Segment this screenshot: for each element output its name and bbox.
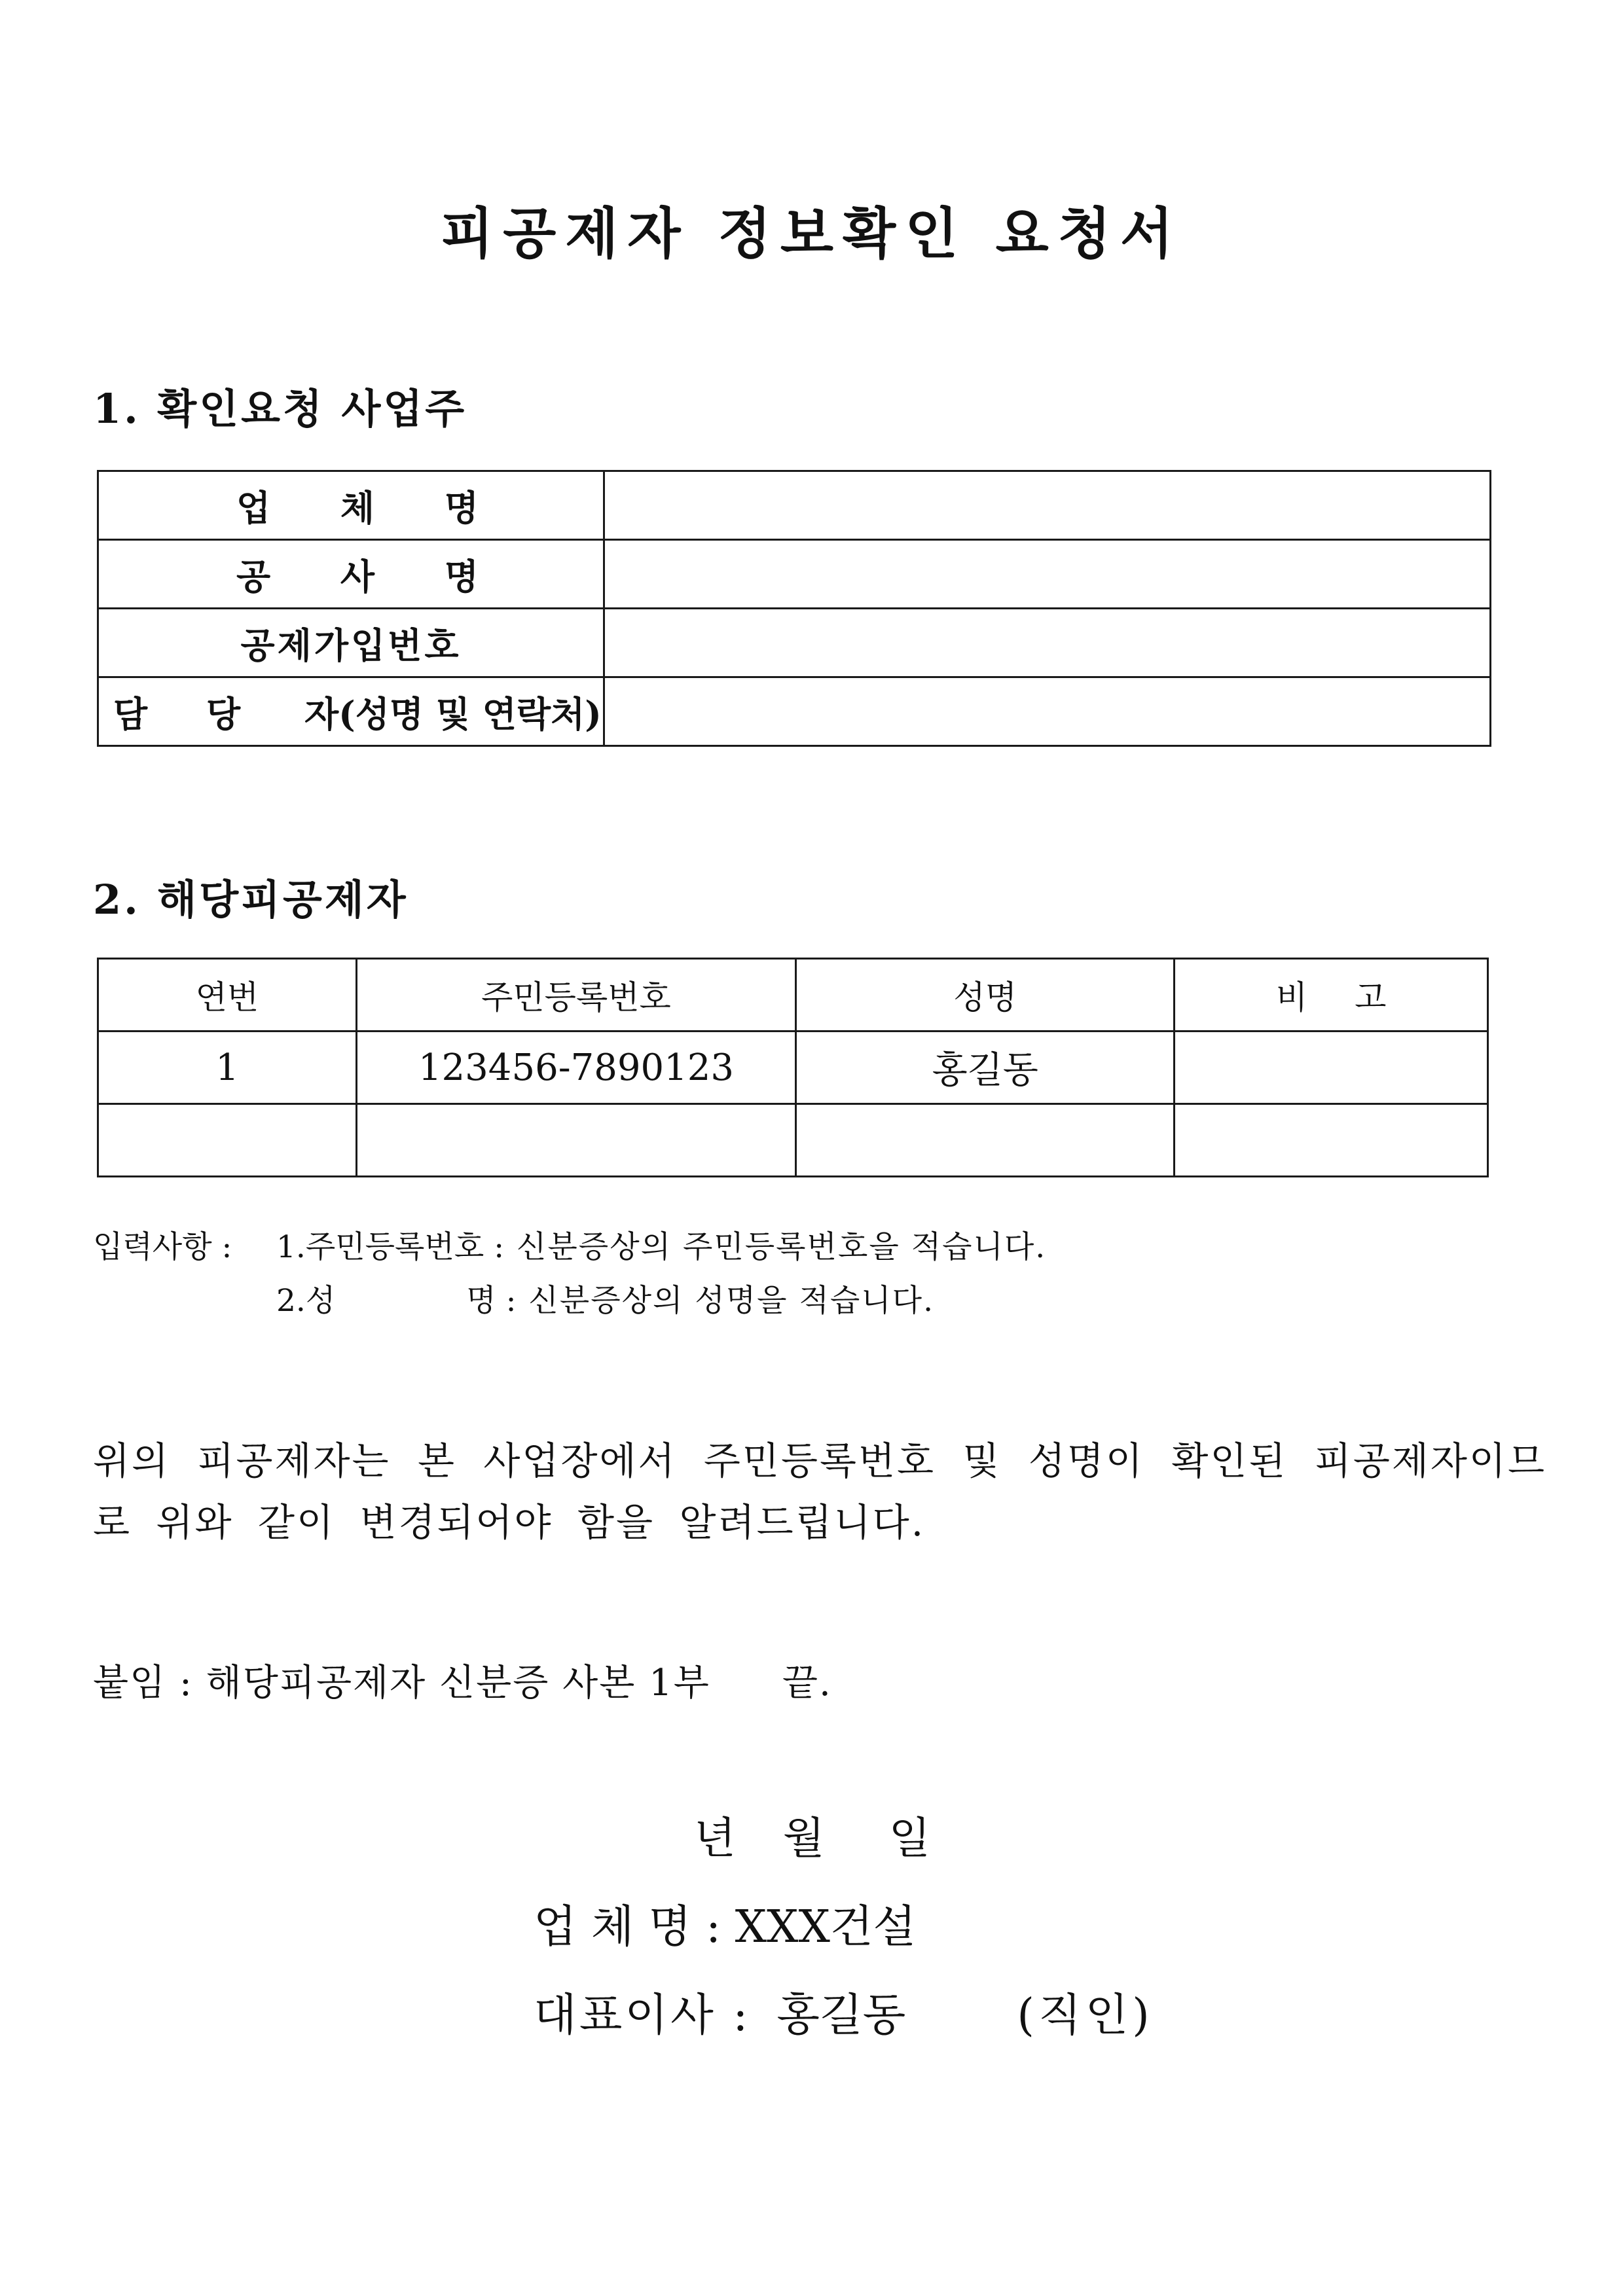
official-seal-label: (직인)	[1017, 1990, 1154, 2041]
contact-person-field[interactable]	[604, 677, 1490, 746]
cell-rrn[interactable]: 123456-7890123	[356, 1031, 795, 1104]
membership-number-field[interactable]	[604, 609, 1490, 677]
table-header-row	[98, 959, 1488, 1031]
cell-remark[interactable]	[1175, 1104, 1488, 1177]
attachment-text: 붙임 : 해당피공제자 신분증 사본 1부	[93, 1662, 710, 1704]
label-char: 공	[236, 555, 271, 598]
table-row	[98, 1031, 1488, 1104]
signature-company-label: 업체명	[534, 1901, 706, 1953]
table-row	[98, 1104, 1488, 1177]
membership-number-label: 공제가입번호	[98, 609, 604, 677]
project-name-label	[98, 540, 604, 609]
company-name-field[interactable]	[604, 471, 1490, 540]
column-header-remark: 비 고	[1175, 959, 1488, 1031]
cell-no[interactable]: 1	[98, 1031, 357, 1104]
signature-company	[534, 1892, 916, 1955]
signature-rep-name: 홍길동	[776, 1990, 906, 2041]
label-char: 당	[206, 692, 241, 735]
cell-no[interactable]	[98, 1104, 357, 1177]
body-paragraph: 위의 피공제자는 본 사업장에서 주민등록번호 및 성명이 확인된 피공제자이므로 위와 같이 변경되어야 함을 알려드립니다.	[93, 1439, 1546, 1545]
section-heading-insured: 2. 해당피공제자	[93, 876, 409, 924]
section-heading-employer: 1. 확인요청 사업주	[93, 385, 467, 433]
signature-company-sep: :	[706, 1901, 721, 1953]
label-text: 자(성명 및 연락처)	[304, 692, 602, 735]
date-line	[694, 1803, 930, 1865]
date-month: 월	[782, 1813, 825, 1863]
note-item2-text: : 신분증상의 성명을 적습니다.	[505, 1283, 935, 1319]
label-char: 담	[113, 692, 148, 735]
employer-info-table	[97, 470, 1491, 747]
label-char: 사	[340, 555, 375, 598]
attachment-line	[93, 1654, 832, 1706]
label-char: 체	[340, 486, 375, 529]
note-item1-text: : 신분증상의 주민등록번호을 적습니다.	[494, 1229, 1047, 1265]
cell-rrn[interactable]	[356, 1104, 795, 1177]
company-name-label	[98, 471, 604, 540]
table-row	[98, 609, 1491, 677]
insured-person-table	[97, 958, 1489, 1177]
label-char: 명	[444, 486, 479, 529]
table-row	[98, 471, 1491, 540]
note-item2-label-b: 명	[466, 1283, 496, 1319]
input-note-2	[93, 1276, 934, 1320]
signature-representative	[534, 1980, 1154, 2043]
label-char: 업	[236, 486, 271, 529]
signature-rep-label: 대표이사 :	[534, 1990, 751, 2041]
note-prefix: 입력사항 :	[93, 1229, 232, 1265]
label-char: 명	[444, 555, 479, 598]
input-note-1	[93, 1223, 1046, 1266]
table-row	[98, 677, 1491, 746]
column-header-no: 연번	[98, 959, 357, 1031]
contact-person-label	[98, 677, 604, 746]
note-item1-label: 1.주민등록번호	[276, 1229, 484, 1265]
table-row	[98, 540, 1491, 609]
column-header-name: 성명	[796, 959, 1175, 1031]
signature-company-value: XXX건설	[735, 1901, 917, 1953]
cell-name[interactable]: 홍길동	[796, 1031, 1175, 1104]
date-year: 년	[694, 1813, 736, 1863]
cell-remark[interactable]	[1175, 1031, 1488, 1104]
date-day: 일	[888, 1813, 931, 1863]
project-name-field[interactable]	[604, 540, 1490, 609]
cell-name[interactable]	[796, 1104, 1175, 1177]
note-item2-label-a: 2.성	[276, 1283, 336, 1319]
document-title: 피공제자 정보확인 요청서	[440, 201, 1183, 266]
column-header-rrn: 주민등록번호	[356, 959, 795, 1031]
end-mark: 끝.	[782, 1662, 832, 1704]
